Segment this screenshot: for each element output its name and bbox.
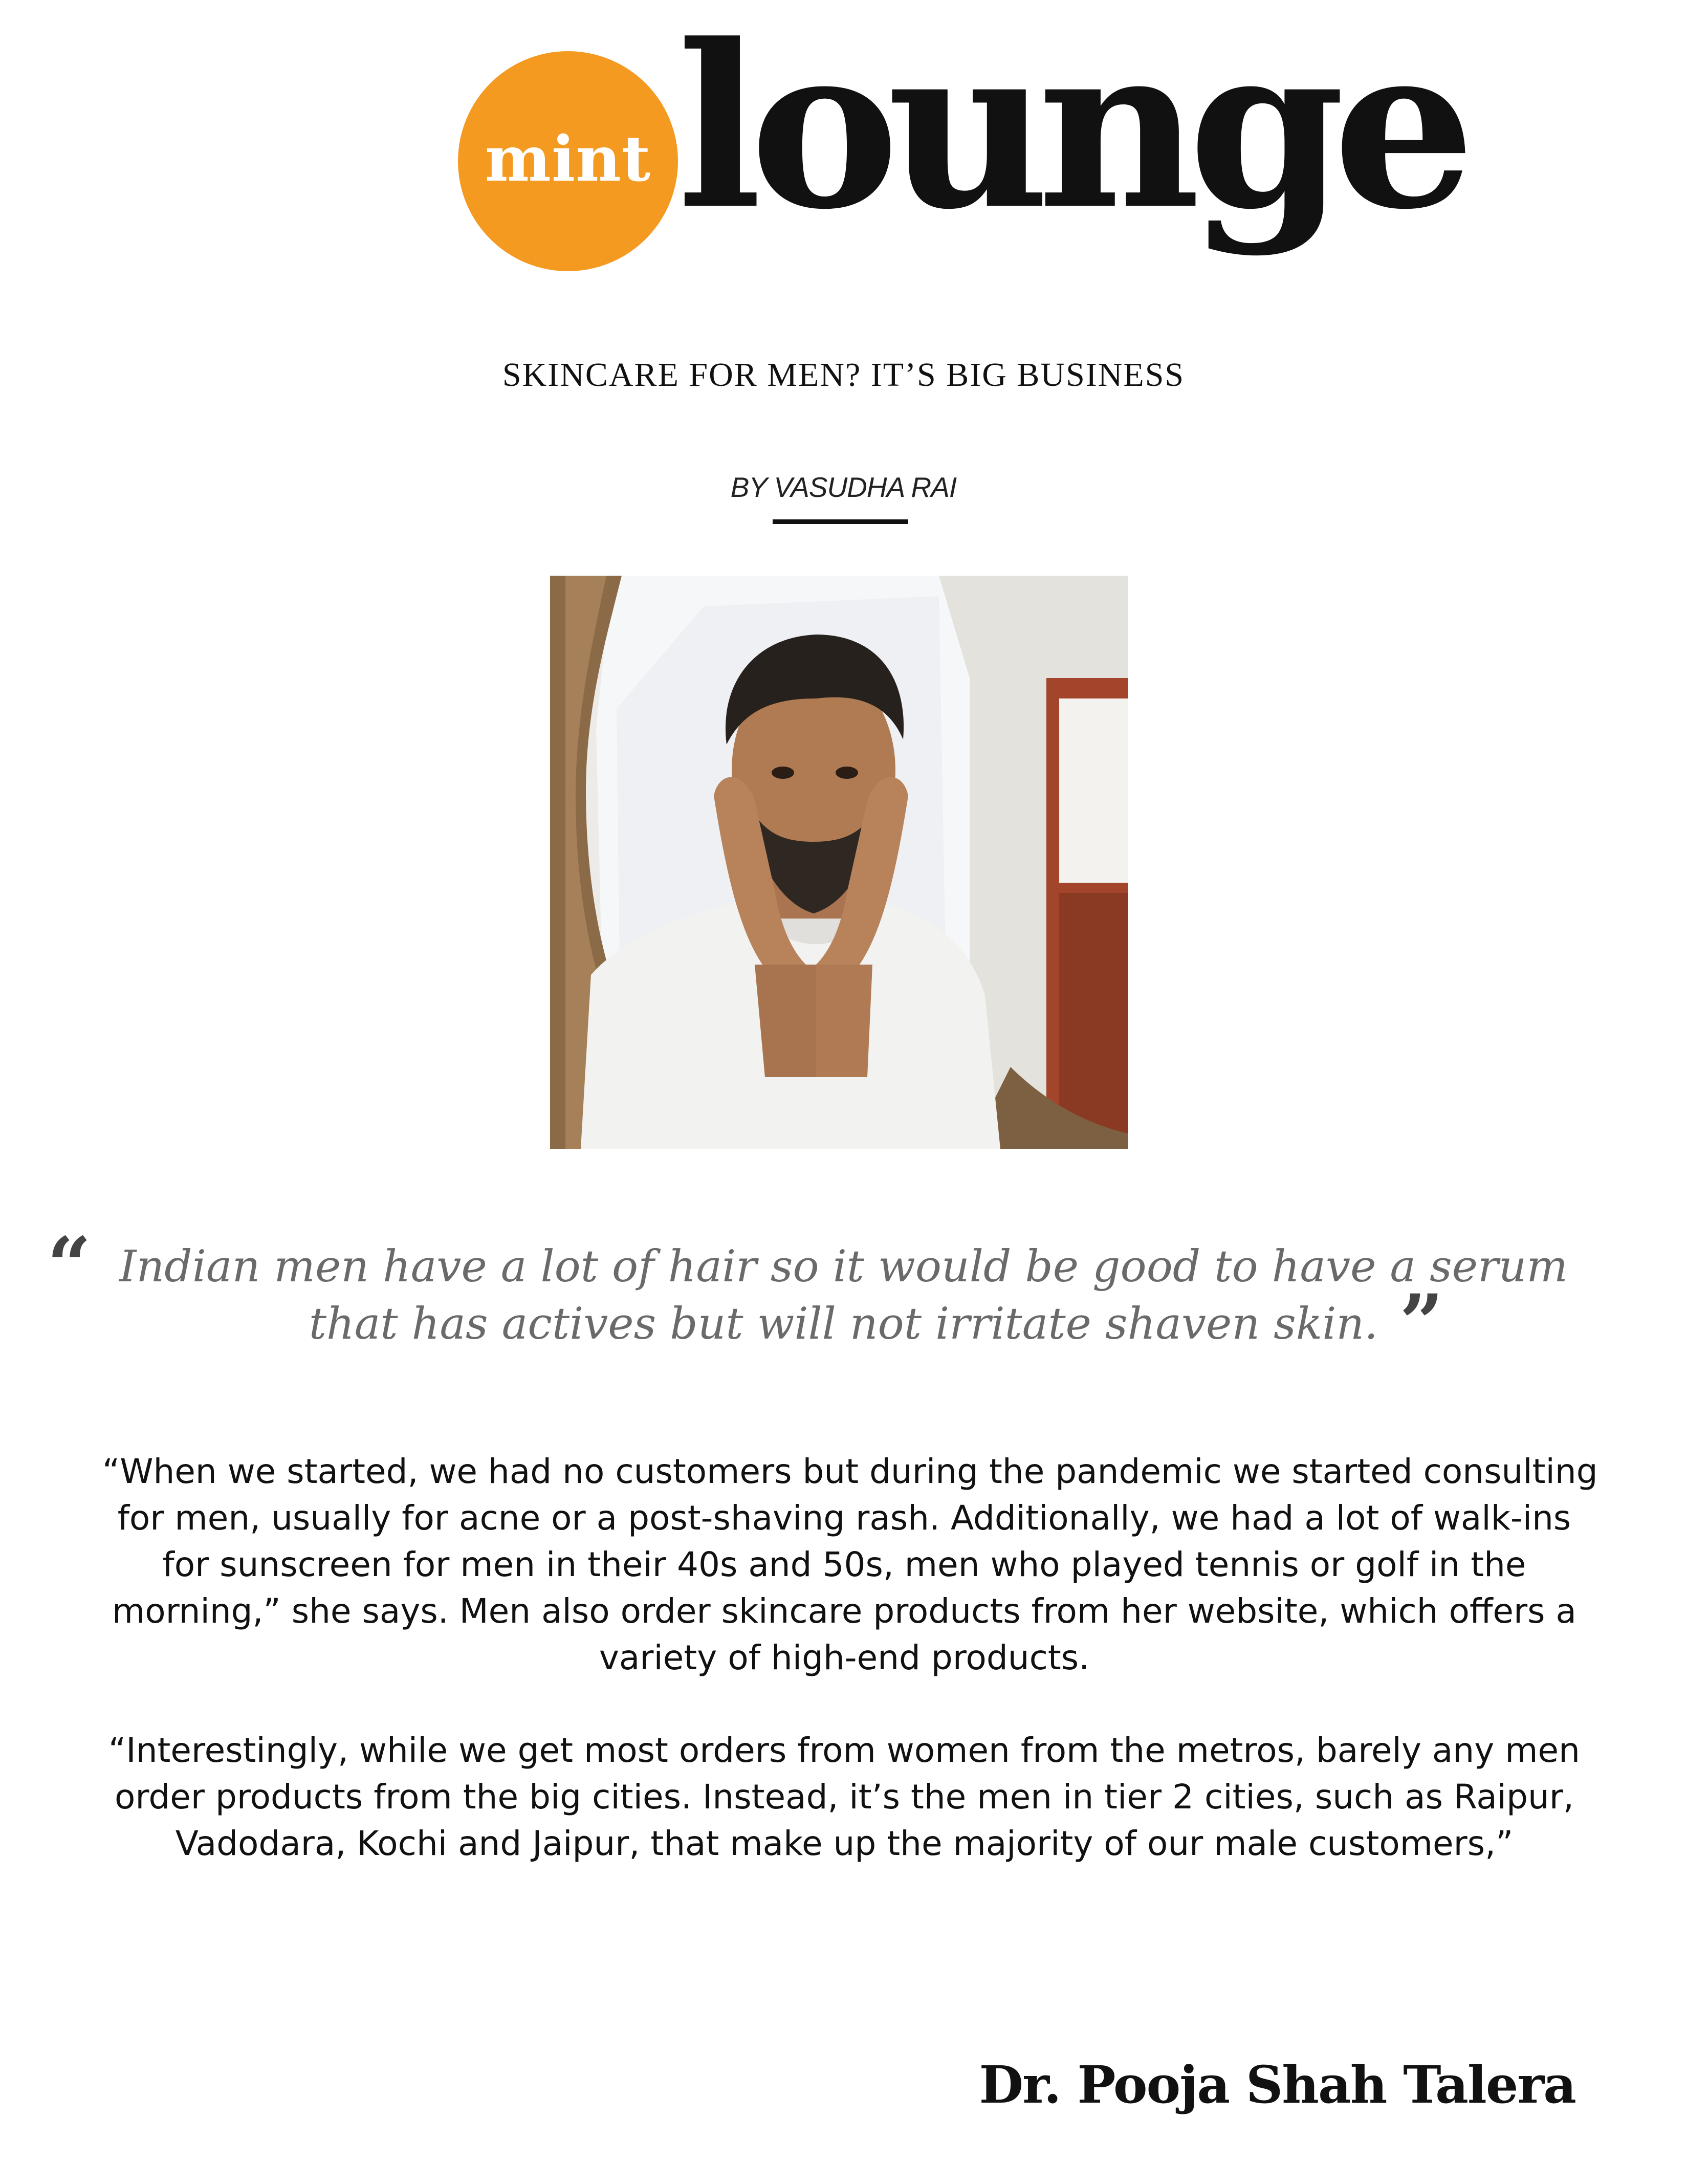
body-line: “Interestingly, while we get most orders from women from the metros, barely any men [108,1731,1580,1770]
open-quote-icon: “ [47,1220,92,1311]
body-paragraph [102,1448,1598,1681]
body-paragraph [102,1727,1586,1867]
body-line: for sunscreen for men in their 40s and 50s, men who played tennis or golf in the [162,1545,1526,1584]
masthead-logo [458,0,1463,281]
article-byline: BY VASUDHA RAI [730,471,957,503]
lounge-logo-text: lounge [677,0,1463,259]
article-headline: SKINCARE FOR MEN? IT’S BIG BUSINESS [502,356,1185,394]
body-line: for men, usually for acne or a post-shaving rash. Additionally, we had a lot of walk-ins [117,1498,1571,1538]
close-quote-icon: ” [1399,1278,1444,1368]
body-line: “When we started, we had no customers but during the pandemic we started consulting [102,1452,1598,1491]
body-line: Vadodara, Kochi and Jaipur, that make up the majority of our male customers,” [175,1824,1514,1863]
mint-logo-text: mint [485,122,651,195]
article-body [102,1448,1598,1913]
mint-logo-circle [458,51,678,271]
body-line: order products from the big cities. Instead, it’s the men in tier 2 cities, such as Raipur, [115,1777,1574,1817]
quote-attribution: Dr. Pooja Shah Talera [979,2055,1575,2115]
article-photo [550,576,1128,1149]
body-line: morning,” she says. Men also order skincare products from her website, which offers a [112,1591,1576,1631]
body-line: variety of high-end products. [599,1638,1090,1677]
byline-divider [773,519,908,524]
pull-quote-line: Indian men have a lot of hair so it would be good to have a serum [119,1241,1568,1292]
pull-quote-line: that has actives but will not irritate shaven skin. [309,1299,1378,1349]
